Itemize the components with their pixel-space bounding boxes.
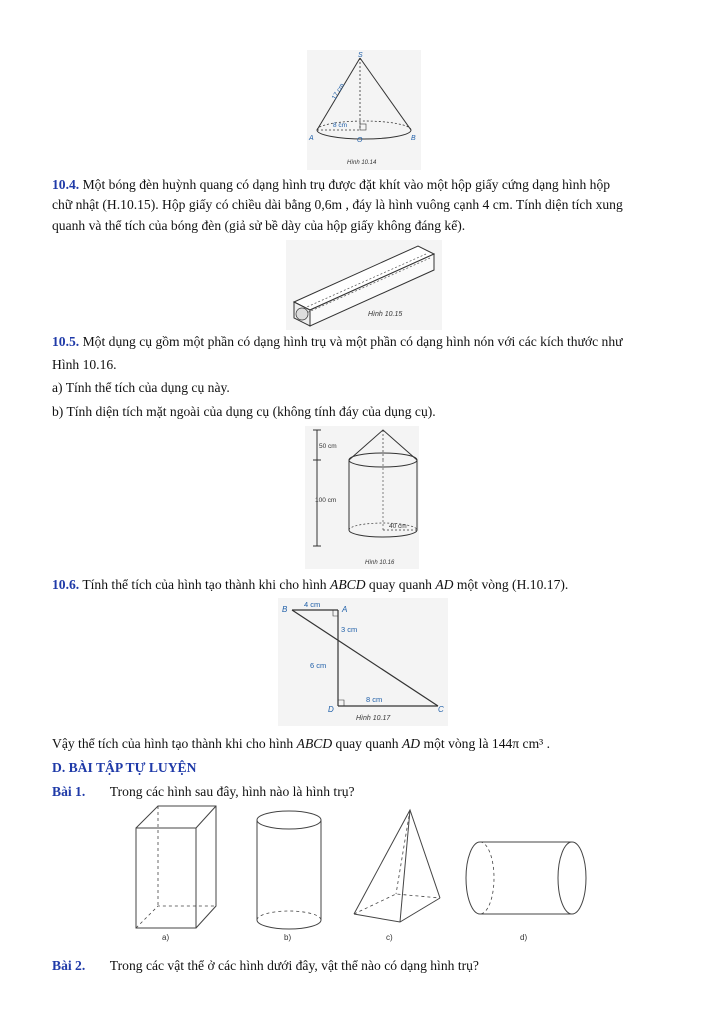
p10-4-line2: chữ nhật (H.10.15). Hộp giấy có chiều dài bằng 0,6m , đáy là hình vuông cạnh 4 cm. Tính diện tích xung — [52, 197, 623, 212]
bai1-line: Bài 1. Trong các hình sau đây, hình nào là hình trụ? — [52, 784, 355, 799]
p10-6-line: 10.6. Tính thể tích của hình tạo thành khi cho hình ABCD quay quanh AD một vòng (H.10.17). — [52, 577, 569, 592]
shape-d-label: d) — [520, 933, 528, 942]
bai1-label: Bài 1. — [52, 784, 86, 799]
exercise-number: 10.4. — [52, 177, 80, 192]
p10-4-line3: quanh và thể tích của bóng đèn (giả sử bề dày của hộp giấy không đáng kể). — [52, 218, 466, 233]
exercise-number: 10.6. — [52, 577, 80, 592]
shape-a-label: a) — [162, 933, 170, 942]
cylinder-height: 100 cm — [315, 497, 337, 504]
label-c: C — [438, 705, 444, 714]
caption: Hình 10.16 — [365, 560, 395, 566]
p10-4-line1: 10.4. Một bóng đèn huỳnh quang có dạng hình trụ được đặt khít vào một hộp giấy cứng dạng hình hộp — [52, 177, 611, 192]
shape-d-horizontal-cylinder — [460, 836, 590, 942]
radius-label: 40 cm — [389, 523, 407, 530]
shape-b-label: b) — [284, 933, 292, 942]
radius-label: 8 cm — [333, 122, 348, 129]
exercise-number: 10.5. — [52, 334, 80, 349]
label-o: O — [357, 137, 363, 144]
label-a: A — [309, 135, 314, 142]
label-s: S — [358, 52, 363, 59]
p10-5-line1: 10.5. Một dụng cụ gồm một phần có dạng hình trụ và một phần có dạng hình nón với các kích thước như — [52, 334, 623, 349]
shape-a-prism — [130, 802, 220, 942]
a-segment-length: 3 cm — [341, 625, 358, 634]
caption: Hình 10.15 — [368, 311, 403, 318]
label-b: B — [411, 135, 416, 142]
p10-5-line2: Hình 10.16. — [52, 357, 117, 372]
cone-height: 50 cm — [319, 443, 337, 450]
label-a: A — [342, 605, 348, 614]
figure-10-16-tool — [305, 426, 419, 569]
figure-10-14-cone — [307, 50, 421, 170]
slant-label: 17 cm — [330, 82, 347, 102]
bai2-label: Bài 2. — [52, 958, 86, 973]
label-b: B — [282, 605, 288, 614]
p10-5-a: a) Tính thể tích của dụng cụ này. — [52, 380, 230, 395]
p10-5-b: b) Tính diện tích mặt ngoài của dụng cụ (không tính đáy của dụng cụ). — [52, 404, 436, 419]
dc-length: 8 cm — [366, 695, 383, 704]
ab-length: 4 cm — [304, 600, 321, 609]
shape-b-cylinder — [252, 808, 326, 942]
figure-10-15-box — [286, 240, 442, 330]
label-d: D — [328, 705, 334, 714]
bd-length: 6 cm — [310, 661, 327, 670]
section-d-title: D. BÀI TẬP TỰ LUYỆN — [52, 760, 197, 775]
shape-c-label: c) — [386, 933, 393, 942]
answer-line: Vậy thể tích của hình tạo thành khi cho hình ABCD quay quanh AD một vòng là 144π cm³ . — [52, 736, 551, 751]
bai2-line: Bài 2. Trong các vật thể ở các hình dưới đây, vật thể nào có dạng hình trụ? — [52, 958, 479, 973]
shape-c-pyramid — [350, 806, 446, 942]
caption: Hình 10.17 — [356, 715, 391, 722]
figure-10-17-shape — [278, 598, 448, 726]
answer-value: 144π cm³ . — [491, 736, 551, 751]
caption: Hình 10.14 — [347, 160, 377, 166]
